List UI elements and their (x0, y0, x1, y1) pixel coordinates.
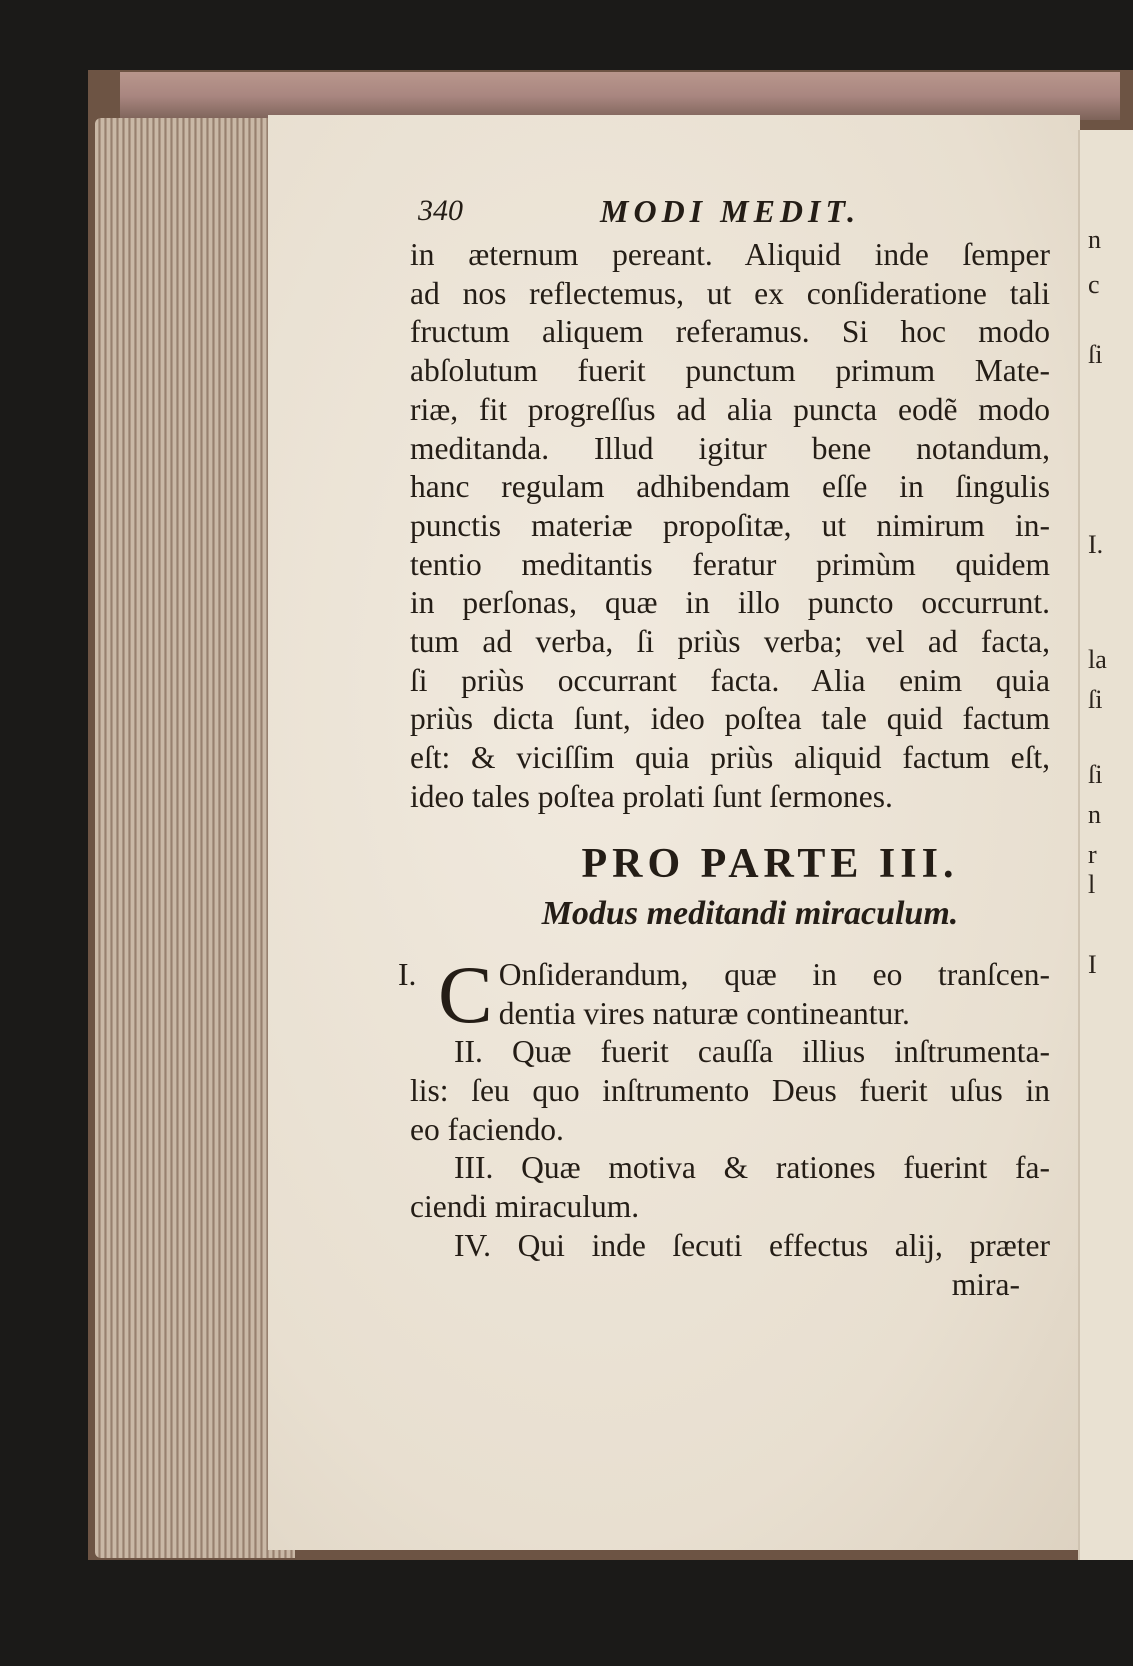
body-paragraph (410, 236, 1050, 817)
text-line: lis: ſeu quo inſtrumento Deus fuerit uſus in (410, 1073, 1050, 1109)
list-item-i (398, 948, 1050, 1040)
list-item-ii (410, 1033, 1050, 1149)
text-line: dentia vires naturæ contineantur. (498, 995, 910, 1031)
page-fore-edge (95, 118, 295, 1558)
text-line: priùs dicta ſunt, ideo poſtea tale quid factum (410, 701, 1050, 737)
page-text (398, 192, 1050, 1304)
text-line: IV. Qui inde ſecuti effectus alij, præter (454, 1227, 1050, 1263)
text-line: tentio meditantis feratur primùm quidem (410, 546, 1050, 582)
text-line: ad nos reflectemus, ut ex conſideratione tali (410, 275, 1050, 311)
text-line: abſolutum fuerit punctum primum Mate- (410, 353, 1050, 389)
facing-page-fragment: l (1088, 870, 1096, 899)
text-line: riæ, fit progreſſus ad alia puncta eodẽ modo (410, 391, 1050, 427)
list-item-iv (410, 1227, 1050, 1266)
facing-page-fragment: ſi (1088, 340, 1103, 369)
list-item-iii (410, 1149, 1050, 1226)
running-title: MODI MEDIT. (600, 193, 861, 229)
text-line: III. Quæ motiva & rationes fuerint fa- (454, 1150, 1050, 1186)
catchword: mira- (951, 1266, 1020, 1302)
text-line: ideo tales poſtea prolati ſunt ſermones. (410, 778, 893, 814)
facing-page-fragment: n (1088, 800, 1101, 829)
facing-page-edge (1078, 130, 1133, 1560)
facing-page-fragment: ſi (1088, 760, 1103, 789)
text-line: in æternum pereant. Aliquid inde ſemper (410, 237, 1050, 272)
text-line: eo faciendo. (410, 1111, 564, 1147)
text-line: tum ad verba, ſi priùs verba; vel ad facta, (410, 624, 1050, 660)
section-heading: PRO PARTE III. (581, 840, 959, 887)
text-line: meditanda. Illud igitur bene notandum, (410, 430, 1050, 466)
facing-page-fragment: I (1088, 950, 1097, 979)
facing-page-fragment: la (1088, 645, 1107, 674)
text-line: II. Quæ fuerit cauſſa illius inſtrumenta- (454, 1034, 1050, 1070)
text-line: ſi priùs occurrant facta. Alia enim quia (410, 662, 1050, 698)
facing-page-fragment: I. (1088, 530, 1104, 559)
page-header (410, 192, 1050, 236)
facing-page-fragment: c (1088, 270, 1100, 299)
text-line: in perſonas, quæ in illo puncto occurrunt. (410, 585, 1050, 621)
drop-capital: C (438, 948, 493, 1040)
text-line: eſt: & viciſſim quia priùs aliquid factum eſt, (410, 740, 1050, 776)
facing-page-fragment: r (1088, 840, 1097, 869)
text-line: ciendi miraculum. (410, 1189, 640, 1225)
facing-page-fragment: n (1088, 225, 1101, 254)
section-subheading: Modus meditandi miraculum. (541, 895, 959, 933)
item-numeral: I. (398, 956, 417, 992)
text-line: fructum aliquem referamus. Si hoc modo (410, 314, 1050, 350)
facing-page-fragment: ſi (1088, 685, 1103, 714)
text-line: Onſiderandum, quæ in eo tranſcen- (498, 956, 1050, 992)
text-line: punctis materiæ propoſitæ, ut nimirum in- (410, 507, 1050, 543)
book-headband (120, 72, 1120, 120)
page-number: 340 (418, 194, 463, 227)
text-line: hanc regulam adhibendam eſſe in ſingulis (410, 469, 1050, 505)
